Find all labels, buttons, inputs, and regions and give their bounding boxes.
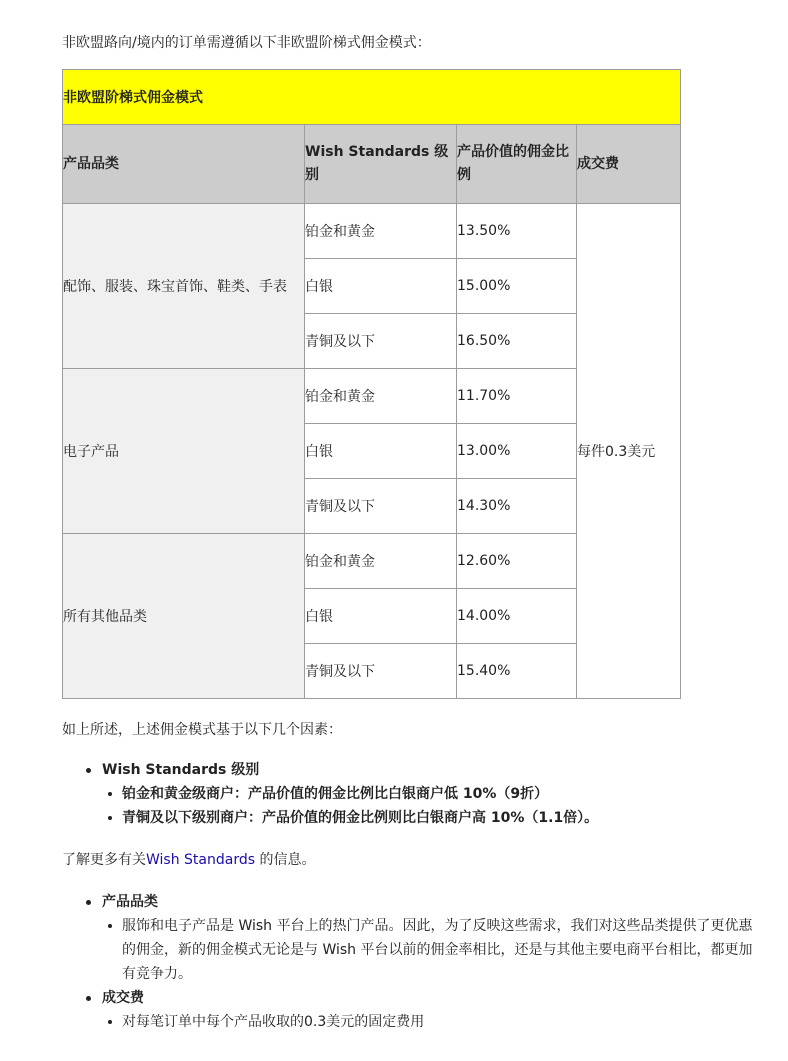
tier-cell: 铂金和黄金 bbox=[305, 369, 457, 424]
learn-more-suffix: 的信息。 bbox=[255, 852, 316, 868]
tier-cell: 白银 bbox=[305, 259, 457, 314]
tier-cell: 青铜及以下 bbox=[305, 479, 457, 534]
list-item: 对每笔订单中每个产品收取的0.3美元的固定费用 bbox=[102, 1010, 762, 1034]
rate-cell: 14.30% bbox=[457, 479, 577, 534]
list-item bbox=[62, 890, 788, 986]
tier-cell: 青铜及以下 bbox=[305, 644, 457, 699]
category-cell: 所有其他品类 bbox=[63, 534, 305, 699]
rate-cell: 15.00% bbox=[457, 259, 577, 314]
learn-more-prefix: 了解更多有关 bbox=[62, 852, 146, 868]
table-header-row bbox=[63, 125, 681, 204]
sub-list bbox=[102, 782, 788, 830]
list-item: 服饰和电子产品是 Wish 平台上的热门产品。因此，为了反映这些需求，我们对这些品类提供了更优惠的佣金，新的佣金模式无论是与 Wish 平台以前的佣金率相比，还是与其他主要电商平台相比，都更加有竞争力。 bbox=[102, 914, 762, 986]
sub-list bbox=[102, 914, 788, 986]
rate-cell: 13.50% bbox=[457, 204, 577, 259]
list-item: 青铜及以下级别商户：产品价值的佣金比例则比白银商户高 10%（1.1倍）。 bbox=[102, 806, 788, 830]
factor-title: 成交费 bbox=[102, 990, 144, 1006]
category-cell: 配饰、服装、珠宝首饰、鞋类、手表 bbox=[63, 204, 305, 369]
header-category: 产品品类 bbox=[63, 125, 305, 204]
after-table-text: 如上所述，上述佣金模式基于以下几个因素： bbox=[62, 722, 342, 738]
table-row bbox=[63, 204, 681, 259]
factor-title: 产品品类 bbox=[102, 894, 158, 910]
rate-cell: 12.60% bbox=[457, 534, 577, 589]
tier-cell: 铂金和黄金 bbox=[305, 204, 457, 259]
intro-text: 非欧盟路向/境内的订单需遵循以下非欧盟阶梯式佣金模式： bbox=[62, 35, 431, 51]
commission-table bbox=[62, 69, 681, 699]
factor-list-standards bbox=[62, 758, 788, 830]
tier-cell: 白银 bbox=[305, 589, 457, 644]
rate-cell: 16.50% bbox=[457, 314, 577, 369]
category-cell: 电子产品 bbox=[63, 369, 305, 534]
factor-list-others bbox=[62, 890, 788, 1034]
header-tier: Wish Standards 级别 bbox=[305, 125, 457, 204]
table-title-row bbox=[63, 70, 681, 125]
header-fee: 成交费 bbox=[577, 125, 681, 204]
tier-cell: 铂金和黄金 bbox=[305, 534, 457, 589]
header-rate: 产品价值的佣金比例 bbox=[457, 125, 577, 204]
wish-standards-link[interactable]: Wish Standards bbox=[146, 852, 256, 868]
rate-cell: 11.70% bbox=[457, 369, 577, 424]
rate-cell: 14.00% bbox=[457, 589, 577, 644]
list-item bbox=[62, 758, 788, 830]
list-item bbox=[62, 986, 788, 1034]
list-item: 铂金和黄金级商户：产品价值的佣金比例比白银商户低 10%（9折） bbox=[102, 782, 788, 806]
rate-cell: 15.40% bbox=[457, 644, 577, 699]
factor-title: Wish Standards 级别 bbox=[102, 762, 260, 778]
fee-cell: 每件0.3美元 bbox=[577, 204, 681, 699]
rate-cell: 13.00% bbox=[457, 424, 577, 479]
table-title: 非欧盟阶梯式佣金模式 bbox=[63, 70, 681, 125]
sub-list bbox=[102, 1010, 788, 1034]
tier-cell: 白银 bbox=[305, 424, 457, 479]
tier-cell: 青铜及以下 bbox=[305, 314, 457, 369]
learn-more-text bbox=[62, 848, 788, 872]
